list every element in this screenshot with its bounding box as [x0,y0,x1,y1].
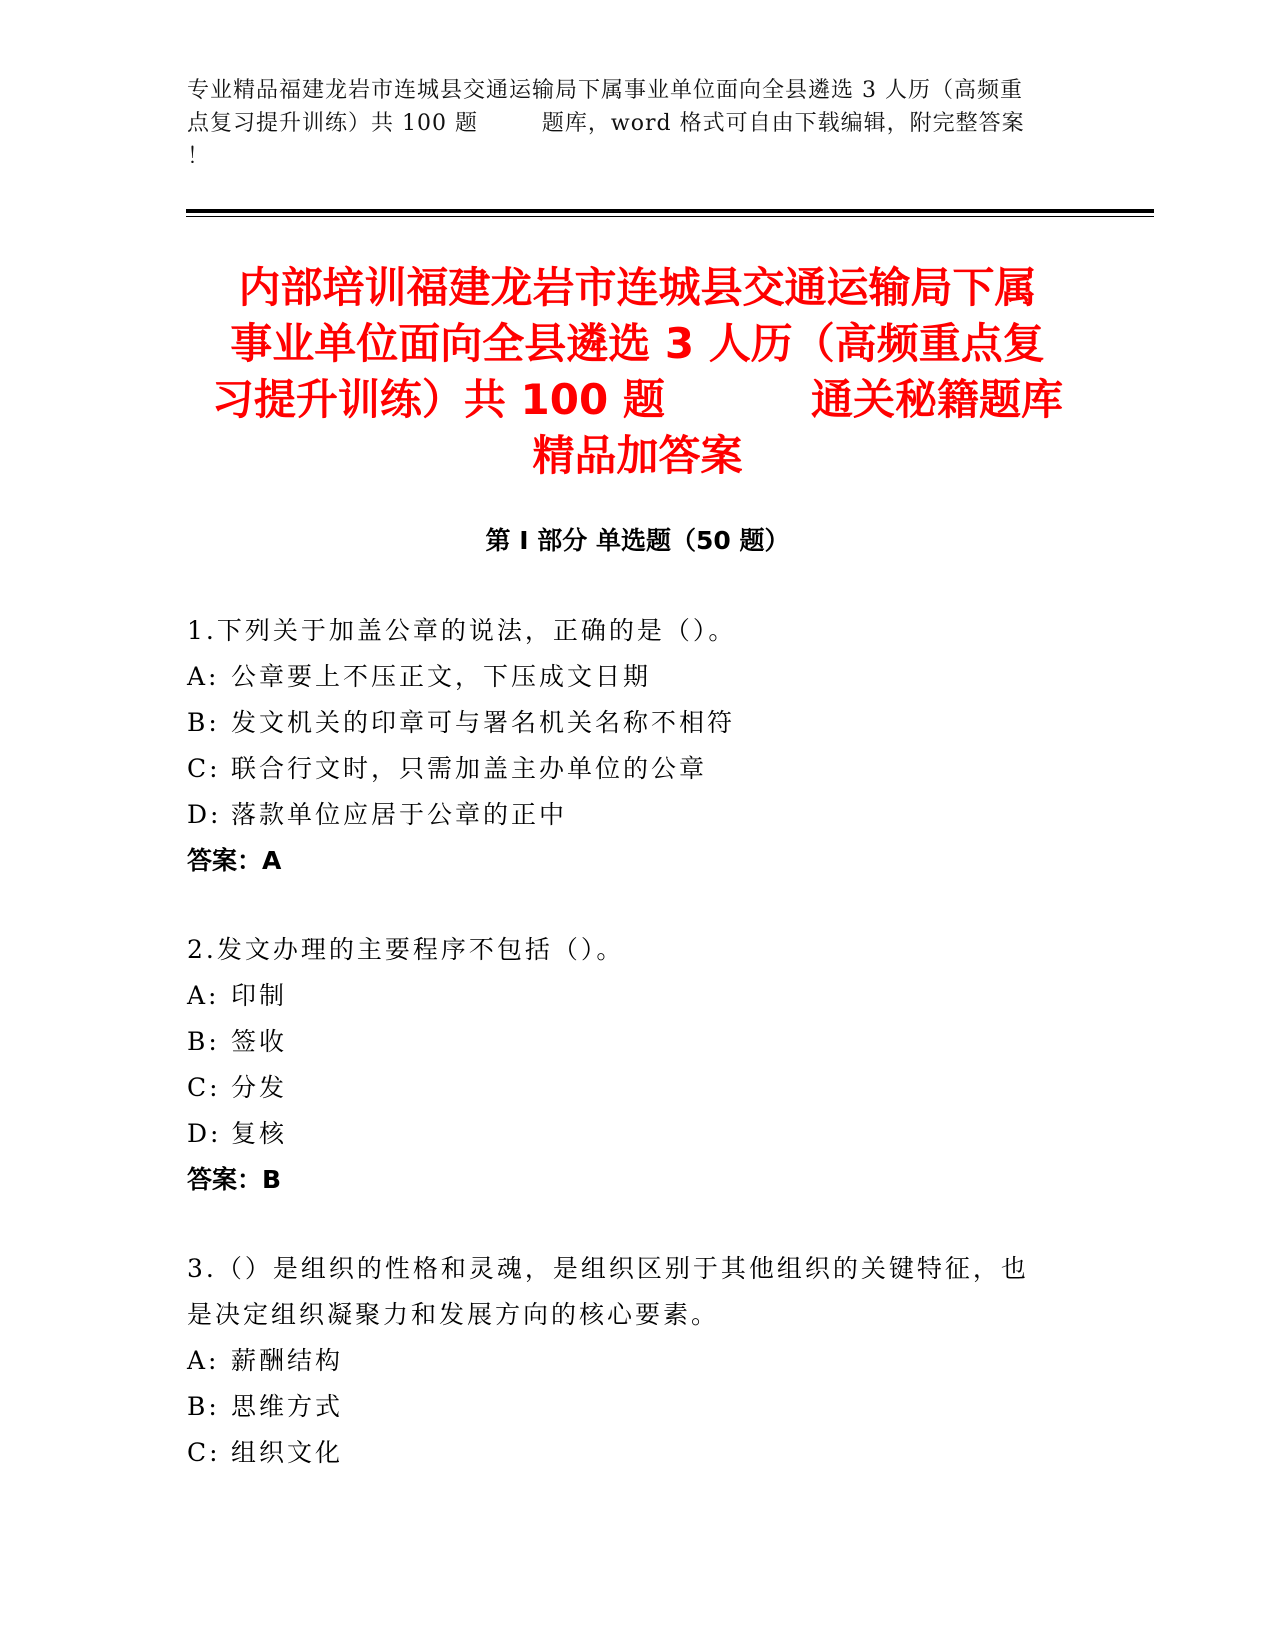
title-line: 事业单位面向全县遴选 3 人历（高频重点复 [230,319,1045,368]
header-note-line: 点复习提升训练）共 100 题 题库，word 格式可自由下载编辑，附完整答案 [187,111,1025,136]
header-note-line: ！ [187,144,211,169]
answer-line: 答案：B [187,1165,282,1194]
option-b [187,1384,1087,1430]
option-letter: C: [187,754,221,783]
option-letter: A: [187,981,220,1010]
option-letter: C: [187,1438,221,1467]
option-c [187,1430,1087,1476]
question-3 [187,1246,1087,1476]
option-letter: A: [187,1346,220,1375]
option-d [187,792,1087,838]
option-letter: A: [187,662,220,691]
title-line: 内部培训福建龙岩市连城县交通运输局下属 [238,263,1037,312]
option-letter: B: [187,708,220,737]
document-title [150,260,1125,484]
option-text: 联合行文时，只需加盖主办单位的公章 [231,754,708,783]
option-text: 印制 [231,981,288,1010]
option-c [187,746,1087,792]
option-c [187,1065,1087,1111]
header-divider-thin [186,216,1154,217]
option-a [187,1338,1087,1384]
option-text: 落款单位应居于公章的正中 [231,800,568,829]
option-b [187,1019,1087,1065]
option-b [187,700,1087,746]
question-stem-continued: 是决定组织凝聚力和发展方向的核心要素。 [187,1300,720,1329]
option-letter: B: [187,1392,220,1421]
option-d [187,1111,1087,1157]
header-note [187,74,1087,173]
option-text: 组织文化 [231,1438,344,1467]
option-text: 思维方式 [231,1392,344,1421]
option-text: 薪酬结构 [231,1346,344,1375]
header-divider-thick [186,209,1154,213]
question-2 [187,927,1087,1203]
section-heading: 第 I 部分 单选题（50 题） [485,526,790,555]
option-letter: C: [187,1073,221,1102]
option-letter: B: [187,1027,220,1056]
option-text: 发文机关的印章可与署名机关名称不相符 [231,708,736,737]
option-text: 公章要上不压正文，下压成文日期 [231,662,652,691]
question-1 [187,608,1087,884]
option-a [187,654,1087,700]
title-line: 精品加答案 [532,431,743,480]
question-stem: 2.发文办理的主要程序不包括（）。 [187,935,625,964]
option-a [187,973,1087,1019]
option-text: 复核 [231,1119,288,1148]
header-note-line: 专业精品福建龙岩市连城县交通运输局下属事业单位面向全县遴选 3 人历（高频重 [187,78,1023,103]
answer-line: 答案：A [187,846,282,875]
option-letter: D: [187,1119,222,1148]
title-line: 习提升训练）共 100 题 通关秘籍题库 [211,375,1064,424]
question-stem: 1.下列关于加盖公章的说法，正确的是（）。 [187,616,737,645]
question-stem: 3.（）是组织的性格和灵魂，是组织区别于其他组织的关键特征，也 [187,1254,1029,1283]
option-text: 签收 [231,1027,288,1056]
option-letter: D: [187,800,222,829]
option-text: 分发 [231,1073,288,1102]
